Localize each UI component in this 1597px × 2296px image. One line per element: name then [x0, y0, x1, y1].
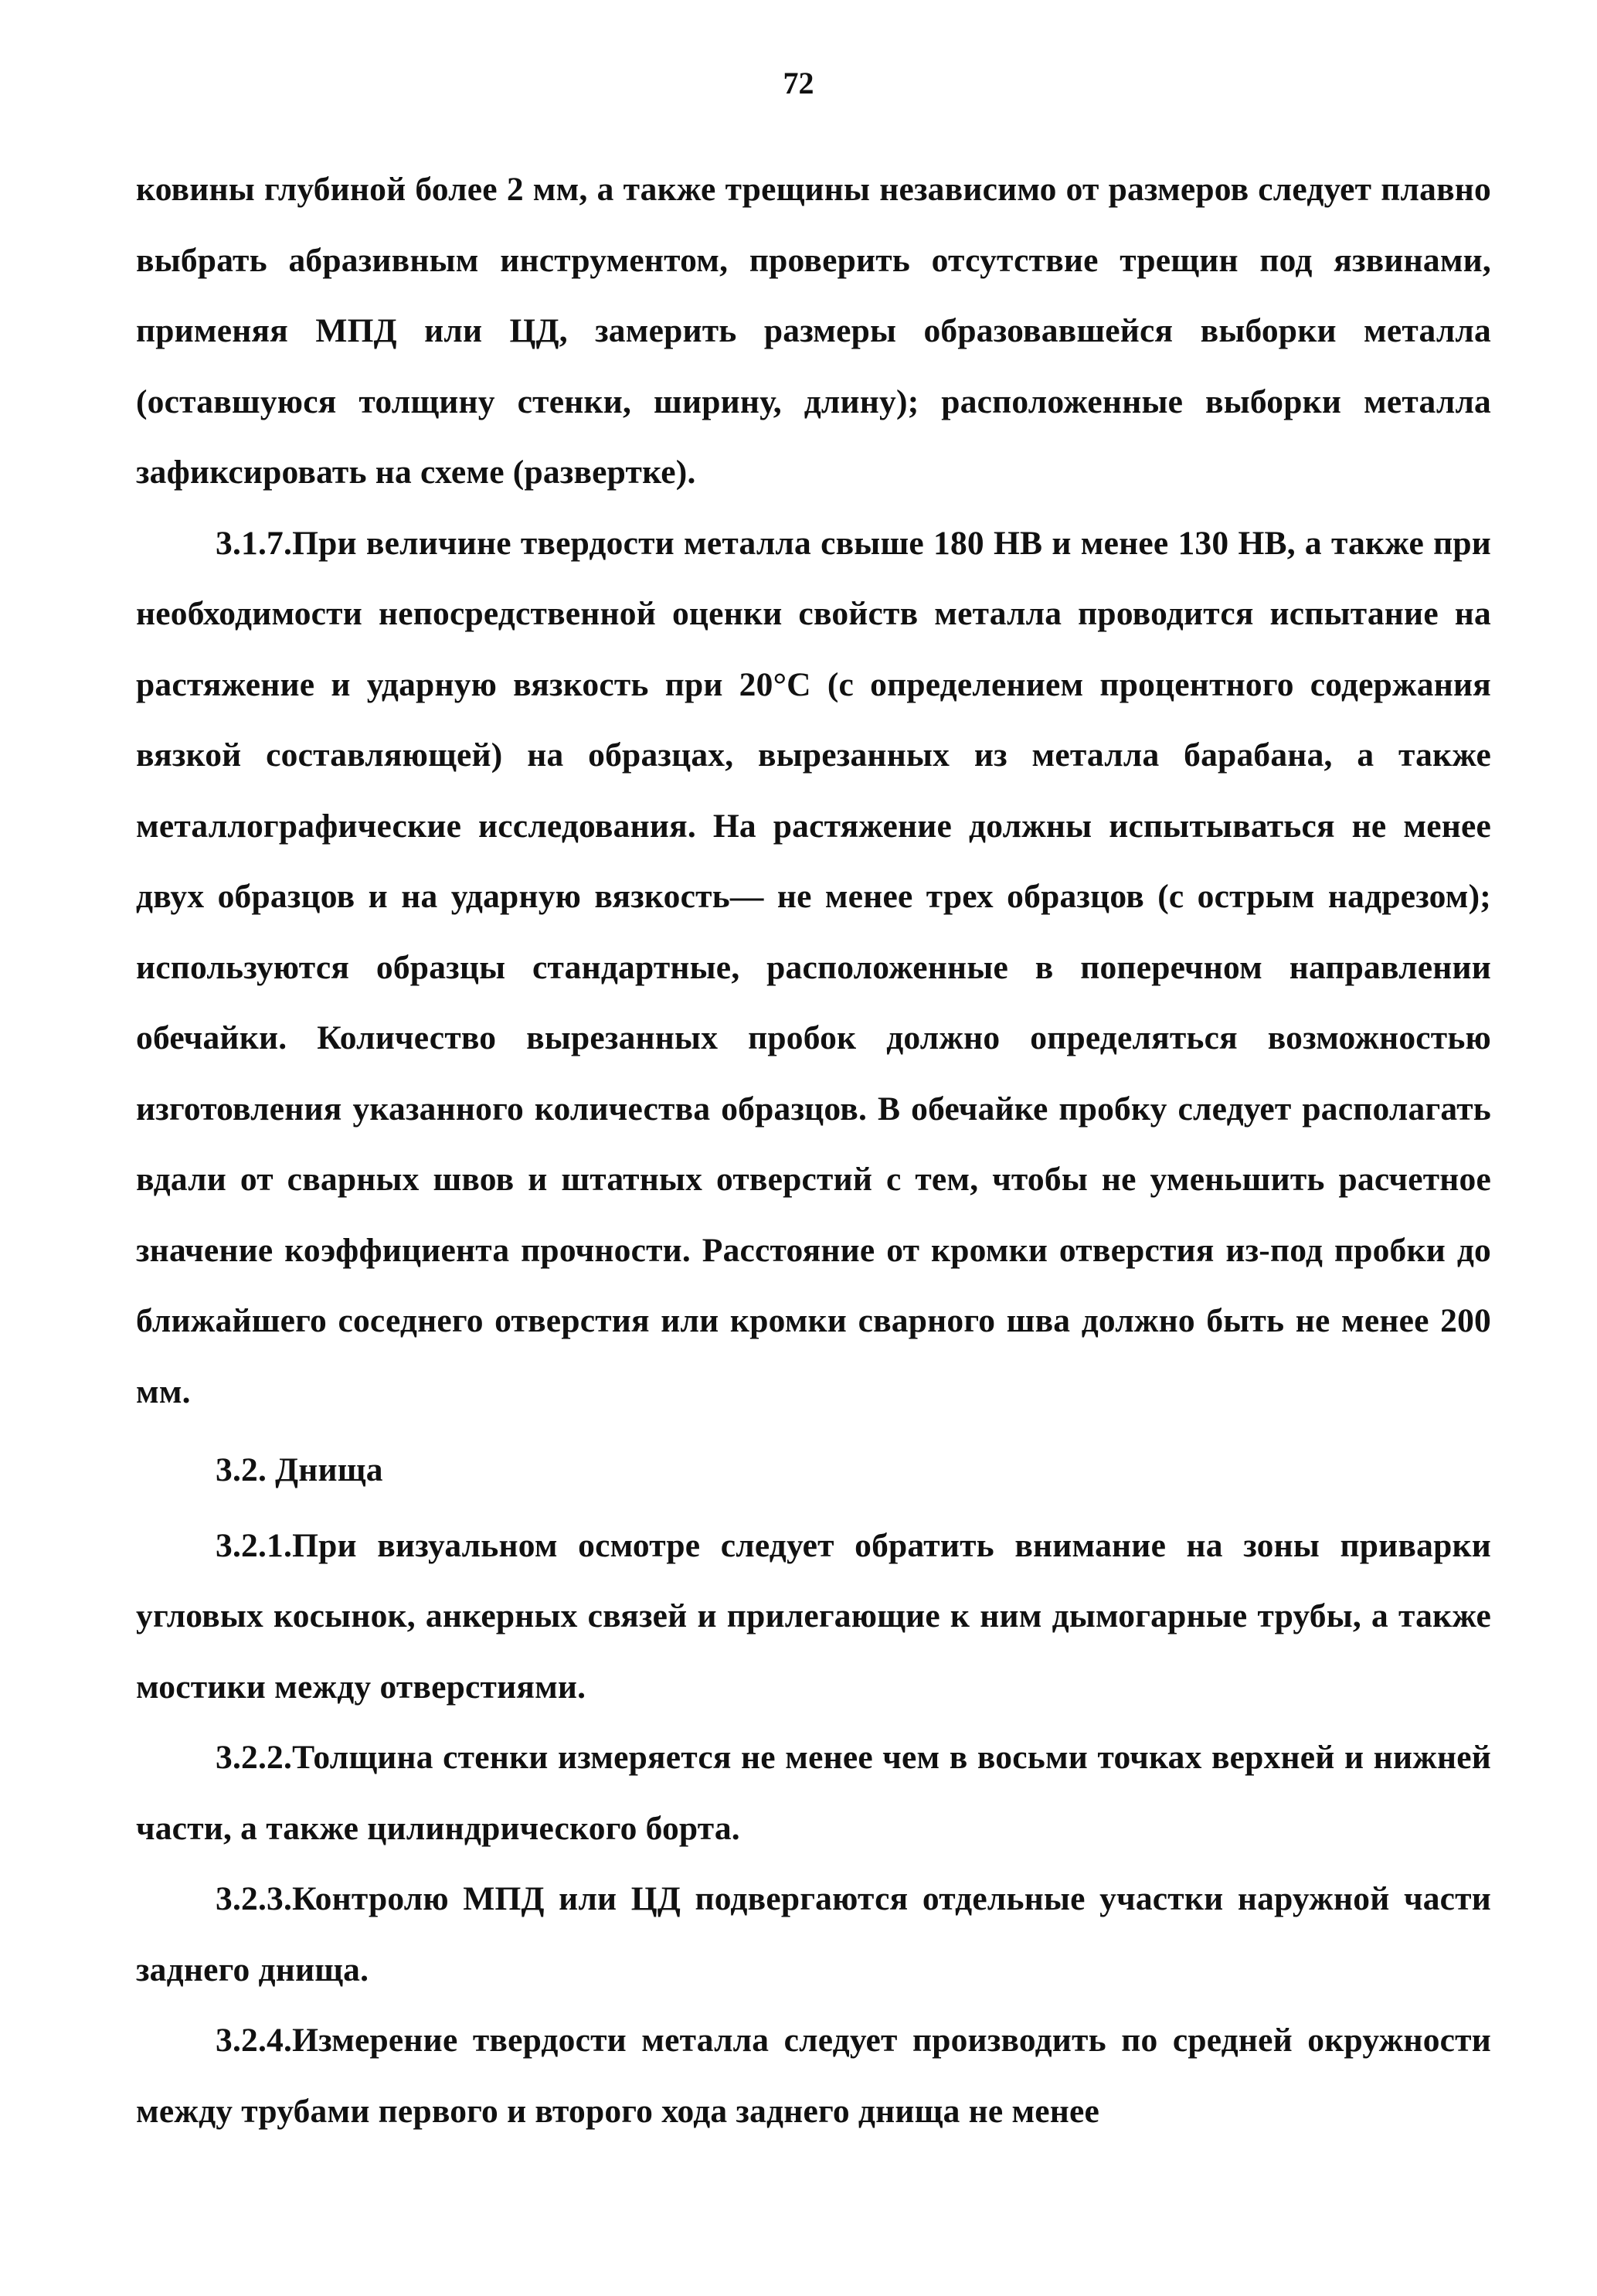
- paragraph-3-2-1: 3.2.1.При визуальном осмотре следует обратить внимание на зоны приварки угловых косынок, анкерных связей и прилегающие к ним дымогарные трубы, а также мостики между отверстиями.: [136, 1526, 1491, 1706]
- section-heading-3-2: 3.2. Днища: [216, 1451, 383, 1488]
- page-number: 72: [783, 66, 814, 100]
- document-body: [136, 155, 1491, 2147]
- paragraph-3-1-7: 3.1.7.При величине твердости металла свыше 180 НВ и менее 130 НВ, а также при необходимости непосредственной оценки свойств металла проводится испытание на растяжение и ударную вязкость при 20°С (с определением процентного содержания вязкой составляющей) на образцах, вырезанных из металла барабана, а также металлографические исследования. На растяжение должны испытываться не менее двух образцов и на ударную вязкость— не менее трех образцов (с острым надрезом); используются образцы стандартные, расположенные в поперечном направлении обечайки. Количество вырезанных пробок должно определяться возможностью изготовления указанного количества образцов. В обечайке пробку следует располагать вдали от сварных швов и штатных отверстий с тем, чтобы не уменьшить расчетное значение коэффициента прочности. Расстояние от кромки отверстия из-под пробки до ближайшего соседнего отверстия или кромки сварного шва должно быть не менее 200 мм.: [136, 524, 1491, 1410]
- paragraph-continuation: ковины глубиной более 2 мм, а также трещины независимо от размеров следует плавно выбрать абразивным инструментом, проверить отсутствие трещин под язвинами, применяя МПД или ЦД, замерить размеры образовавшейся выборки металла (оставшуюся толщину стенки, ширину, длину); расположенные выборки металла зафиксировать на схеме (развертке).: [136, 171, 1491, 491]
- paragraph-3-2-4: 3.2.4.Измерение твердости металла следует производить по средней окружности между трубами первого и второго хода заднего днища не менее: [136, 2022, 1491, 2130]
- paragraph-3-2-3: 3.2.3.Контролю МПД или ЦД подвергаются отдельные участки наружной части заднего днища.: [136, 1880, 1491, 1988]
- paragraph-3-2-2: 3.2.2.Толщина стенки измеряется не менее чем в восьми точках верхней и нижней части, а также цилиндрического борта.: [136, 1739, 1491, 1847]
